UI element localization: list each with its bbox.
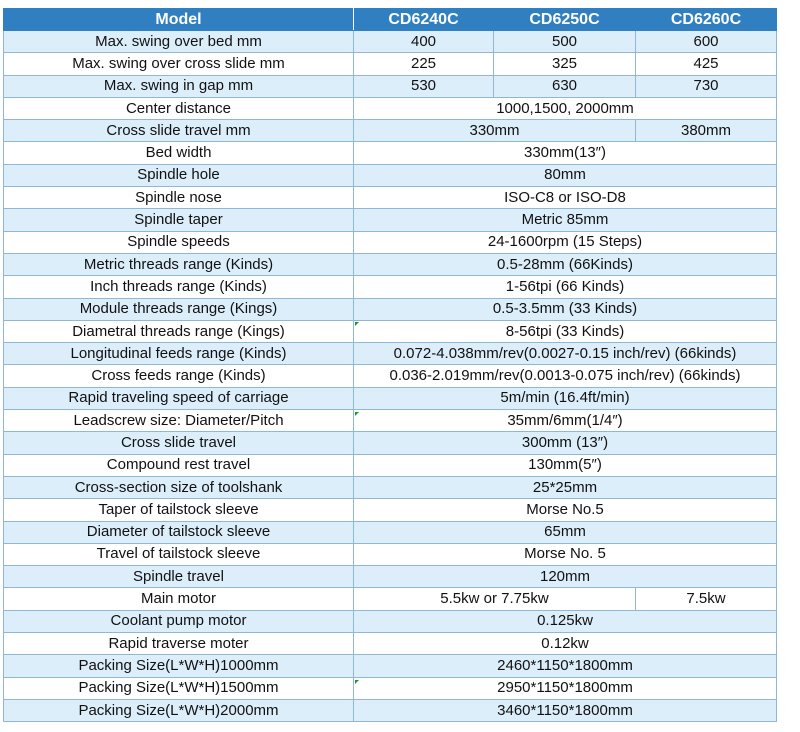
- cell-value: 380mm: [636, 120, 777, 142]
- cell-value: 2460*1150*1800mm: [354, 655, 777, 677]
- table-row: [4, 320, 777, 342]
- header-cd6250c: CD6250C: [494, 9, 636, 31]
- row-label: Spindle travel: [4, 566, 354, 588]
- row-label: Bed width: [4, 142, 354, 164]
- cell-value: 120mm: [354, 566, 777, 588]
- row-label: Module threads range (Kings): [4, 298, 354, 320]
- table-row: [4, 187, 777, 209]
- table-row: [4, 209, 777, 231]
- table-row: [4, 164, 777, 186]
- cell-value: 300mm (13″): [354, 432, 777, 454]
- row-label: Spindle taper: [4, 209, 354, 231]
- header-cd6260c: CD6260C: [636, 9, 777, 31]
- row-label: Packing Size(L*W*H)1000mm: [4, 655, 354, 677]
- cell-value: 0.5-3.5mm (33 Kinds): [354, 298, 777, 320]
- cell-value: 5.5kw or 7.75kw: [354, 588, 636, 610]
- row-label: Main motor: [4, 588, 354, 610]
- row-label: Max. swing over bed mm: [4, 31, 354, 53]
- cell-value: ISO-C8 or ISO-D8: [354, 187, 777, 209]
- comment-marker: [355, 412, 359, 416]
- cell-value: Morse No.5: [354, 499, 777, 521]
- row-label: Spindle hole: [4, 164, 354, 186]
- table-row: [4, 53, 777, 75]
- row-label: Diameter of tailstock sleeve: [4, 521, 354, 543]
- header-model: Model: [4, 9, 354, 31]
- table-row: [4, 566, 777, 588]
- row-label: Travel of tailstock sleeve: [4, 543, 354, 565]
- table-row: [4, 476, 777, 498]
- table-row: [4, 454, 777, 476]
- header-row: [4, 9, 777, 31]
- cell-value: 0.125kw: [354, 610, 777, 632]
- spec-table: [3, 8, 777, 722]
- table-row: [4, 655, 777, 677]
- table-row: [4, 97, 777, 119]
- row-label: Center distance: [4, 97, 354, 119]
- row-label: Rapid traveling speed of carriage: [4, 387, 354, 409]
- table-row: [4, 387, 777, 409]
- row-label: Inch threads range (Kinds): [4, 276, 354, 298]
- table-row: [4, 543, 777, 565]
- cell-value: 65mm: [354, 521, 777, 543]
- table-row: [4, 276, 777, 298]
- table-row: [4, 521, 777, 543]
- table-row: [4, 120, 777, 142]
- row-label: Rapid traverse moter: [4, 633, 354, 655]
- cell-value: 0.036-2.019mm/rev(0.0013-0.075 inch/rev) (66kinds): [354, 365, 777, 387]
- row-label: Taper of tailstock sleeve: [4, 499, 354, 521]
- table-row: [4, 75, 777, 97]
- table-row: [4, 633, 777, 655]
- cell-value: 7.5kw: [636, 588, 777, 610]
- cell-value: 0.12kw: [354, 633, 777, 655]
- row-label: Longitudinal feeds range (Kinds): [4, 343, 354, 365]
- cell-value: 0.5-28mm (66Kinds): [354, 253, 777, 275]
- table-row: [4, 410, 777, 432]
- cell-value: 2950*1150*1800mm: [354, 677, 777, 699]
- cell-value: 130mm(5″): [354, 454, 777, 476]
- row-label: Max. swing in gap mm: [4, 75, 354, 97]
- cell-value: 630: [494, 75, 636, 97]
- cell-value: 330mm(13″): [354, 142, 777, 164]
- table-row: [4, 588, 777, 610]
- cell-value: Morse No. 5: [354, 543, 777, 565]
- cell-value: 35mm/6mm(1/4″): [354, 410, 777, 432]
- cell-value: 1000,1500, 2000mm: [354, 97, 777, 119]
- table-row: [4, 432, 777, 454]
- cell-value: 225: [354, 53, 494, 75]
- cell-value: 400: [354, 31, 494, 53]
- cell-value: 8-56tpi (33 Kinds): [354, 320, 777, 342]
- cell-value: 600: [636, 31, 777, 53]
- table-row: [4, 365, 777, 387]
- row-label: Cross slide travel: [4, 432, 354, 454]
- row-label: Diametral threads range (Kings): [4, 320, 354, 342]
- row-label: Spindle nose: [4, 187, 354, 209]
- cell-value: 325: [494, 53, 636, 75]
- table-row: [4, 677, 777, 699]
- table-row: [4, 142, 777, 164]
- row-label: Max. swing over cross slide mm: [4, 53, 354, 75]
- comment-marker: [355, 680, 359, 684]
- table-row: [4, 343, 777, 365]
- cell-value: 330mm: [354, 120, 636, 142]
- row-label: Cross slide travel mm: [4, 120, 354, 142]
- cell-value: 1-56tpi (66 Kinds): [354, 276, 777, 298]
- cell-value: 80mm: [354, 164, 777, 186]
- cell-value: Metric 85mm: [354, 209, 777, 231]
- row-label: Packing Size(L*W*H)2000mm: [4, 699, 354, 721]
- cell-value: 25*25mm: [354, 476, 777, 498]
- row-label: Cross-section size of toolshank: [4, 476, 354, 498]
- cell-value: 730: [636, 75, 777, 97]
- comment-marker: [355, 322, 359, 326]
- cell-value: 3460*1150*1800mm: [354, 699, 777, 721]
- table-row: [4, 610, 777, 632]
- row-label: Metric threads range (Kinds): [4, 253, 354, 275]
- cell-value: 530: [354, 75, 494, 97]
- cell-value: 500: [494, 31, 636, 53]
- table-row: [4, 499, 777, 521]
- row-label: Compound rest travel: [4, 454, 354, 476]
- row-label: Cross feeds range (Kinds): [4, 365, 354, 387]
- cell-value: 5m/min (16.4ft/min): [354, 387, 777, 409]
- cell-value: 425: [636, 53, 777, 75]
- row-label: Packing Size(L*W*H)1500mm: [4, 677, 354, 699]
- table-row: [4, 253, 777, 275]
- row-label: Spindle speeds: [4, 231, 354, 253]
- table-row: [4, 231, 777, 253]
- header-cd6240c: CD6240C: [354, 9, 494, 31]
- row-label: Coolant pump motor: [4, 610, 354, 632]
- cell-value: 0.072-4.038mm/rev(0.0027-0.15 inch/rev) (66kinds): [354, 343, 777, 365]
- table-row: [4, 699, 777, 721]
- table-row: [4, 31, 777, 53]
- cell-value: 24-1600rpm (15 Steps): [354, 231, 777, 253]
- row-label: Leadscrew size: Diameter/Pitch: [4, 410, 354, 432]
- table-row: [4, 298, 777, 320]
